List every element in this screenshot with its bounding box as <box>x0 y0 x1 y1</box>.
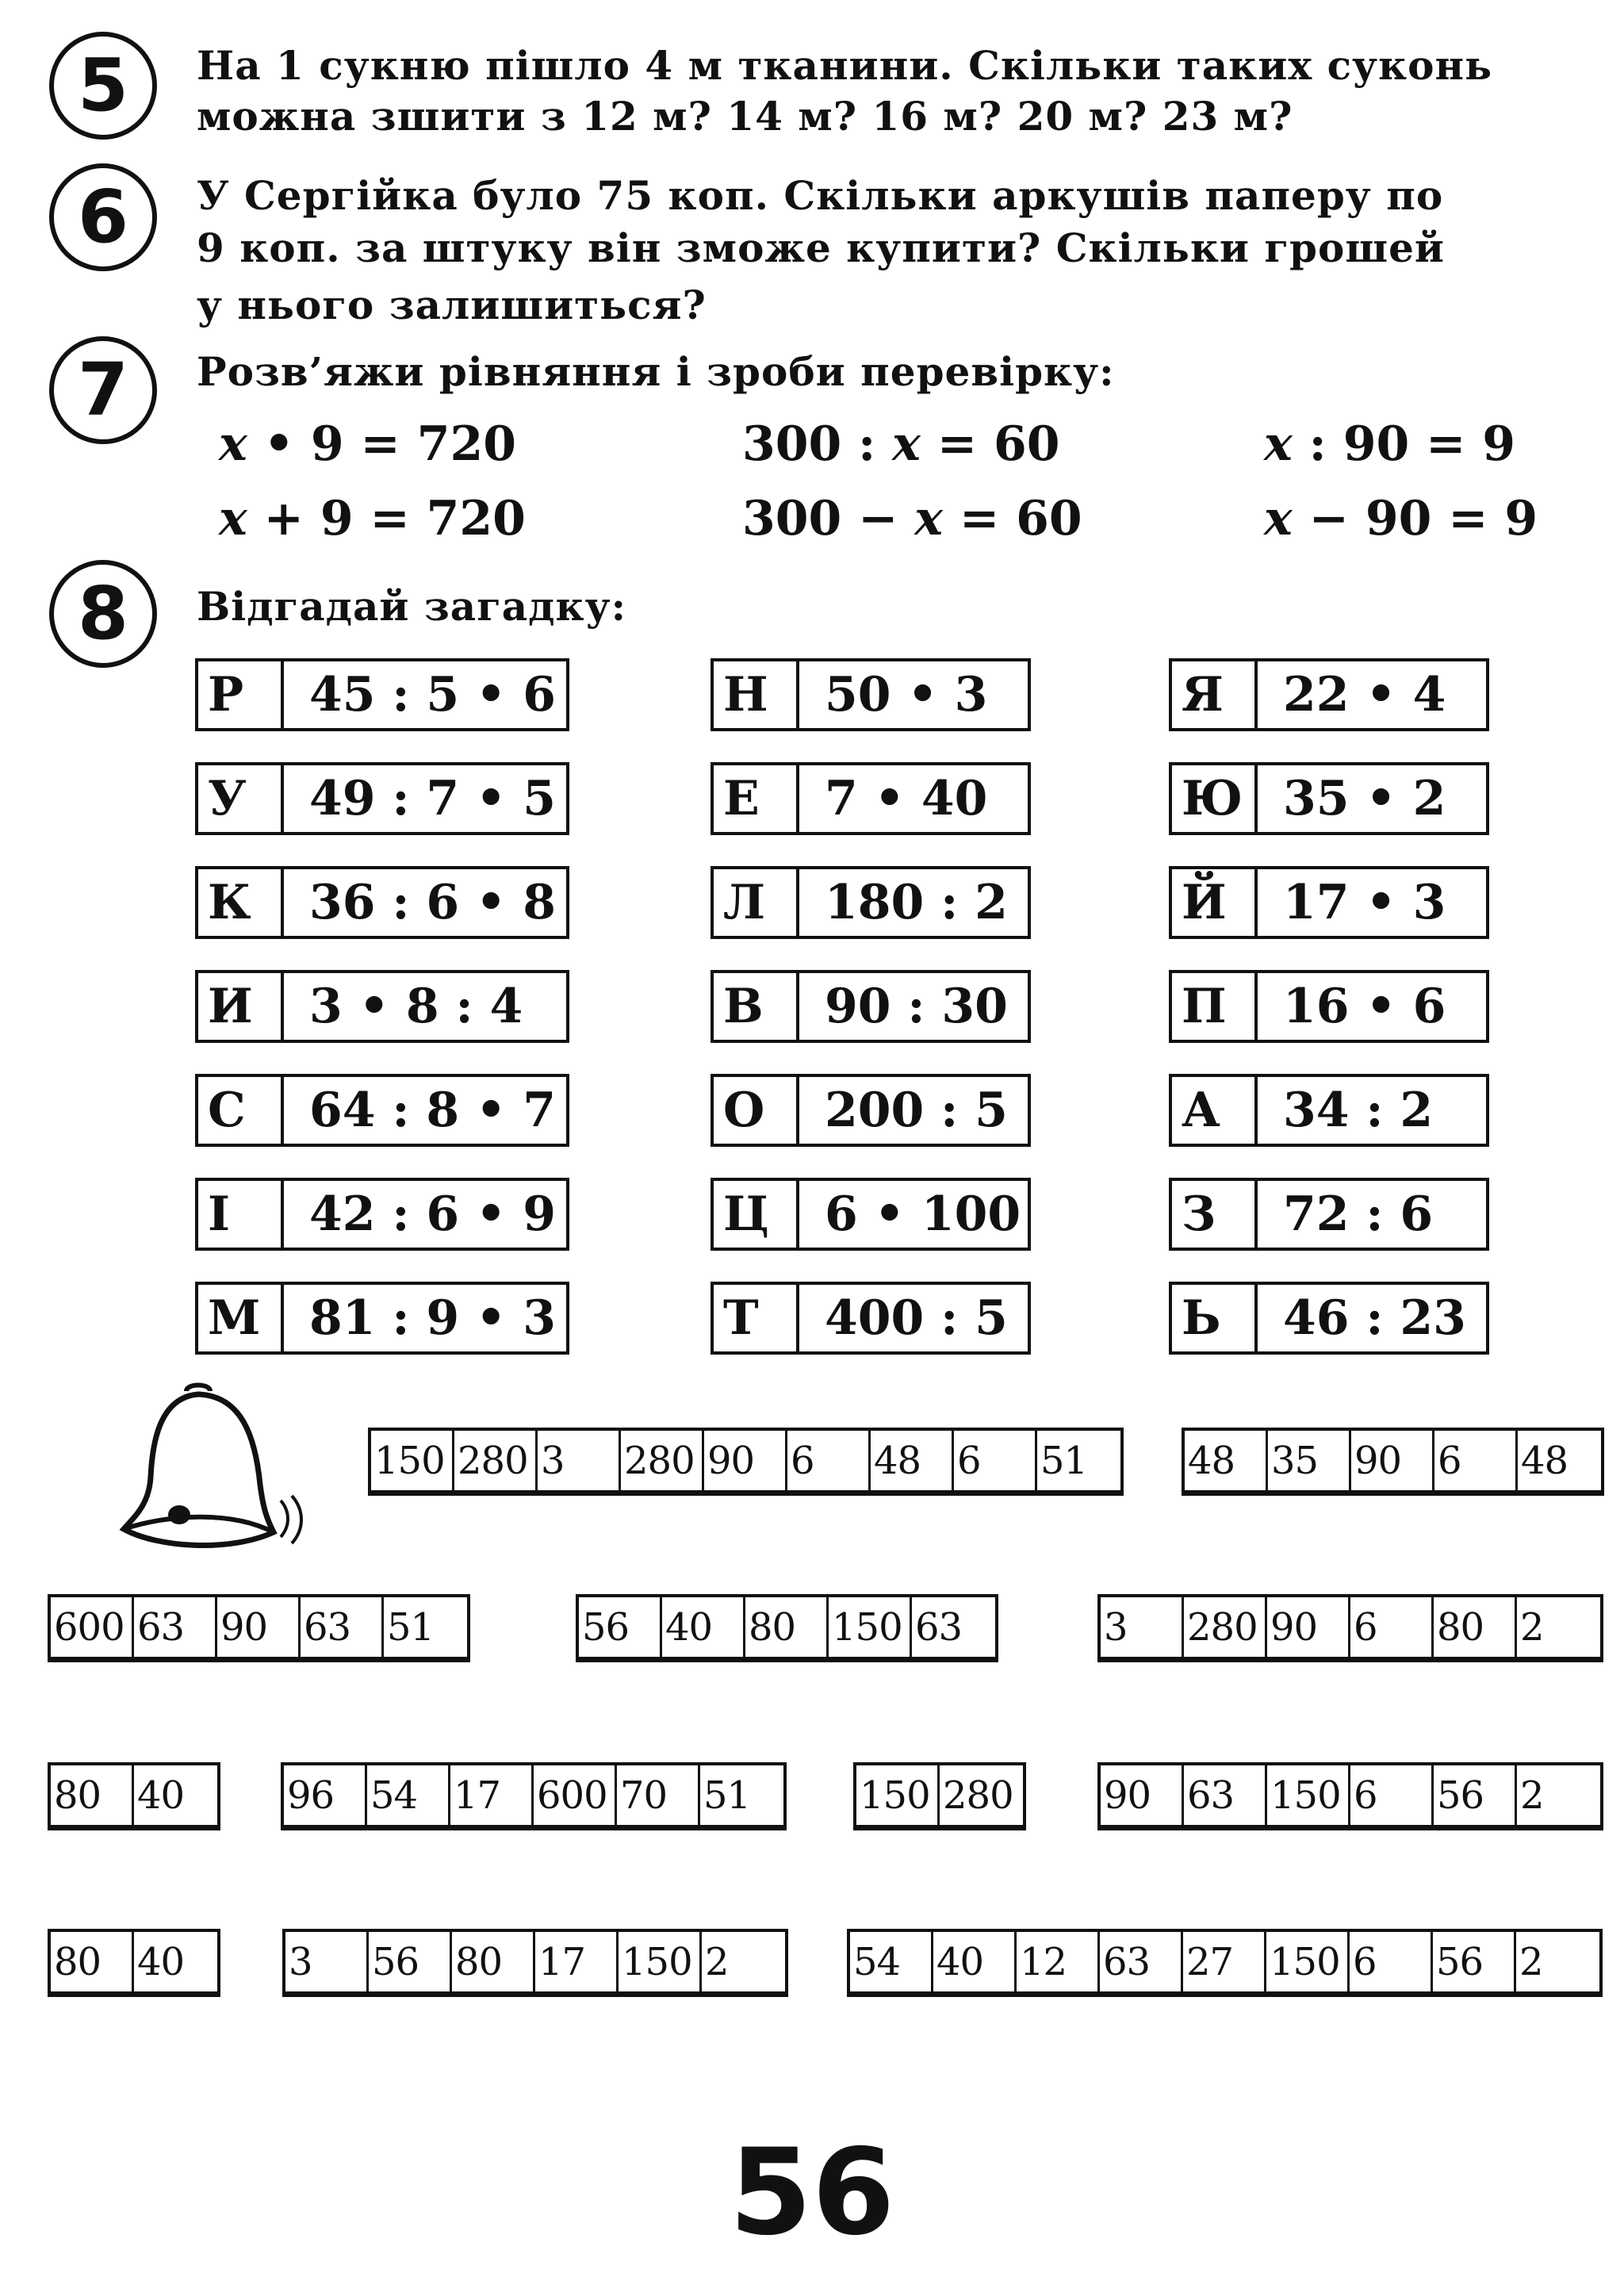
grid-number: 600 <box>534 1765 615 1827</box>
card-letter: С <box>198 1077 284 1144</box>
grid-number: 2 <box>1517 1765 1600 1827</box>
answer-grid-2 <box>1182 1428 1604 1496</box>
task-7-number: 7 <box>49 336 157 444</box>
grid-number: 56 <box>579 1597 660 1659</box>
equation-5: 300 − x = 60 <box>742 491 1082 546</box>
letter-card <box>195 866 569 939</box>
letter-card <box>195 1282 569 1355</box>
grid-number: 63 <box>134 1597 215 1659</box>
card-expression: 22 • 4 <box>1283 667 1446 723</box>
grid-number: 280 <box>621 1431 702 1493</box>
grid-number: 90 <box>1267 1597 1348 1659</box>
card-letter: Ь <box>1172 1285 1258 1351</box>
grid-number: 2 <box>702 1932 785 1994</box>
card-letter: У <box>198 765 284 832</box>
card-expression: 400 : 5 <box>825 1290 1008 1346</box>
card-expression: 42 : 6 • 9 <box>309 1186 557 1242</box>
grid-number: 80 <box>51 1765 132 1827</box>
grid-number: 90 <box>704 1431 785 1493</box>
answer-grid-6 <box>48 1762 220 1830</box>
letter-card <box>710 1074 1031 1147</box>
letter-card <box>1169 762 1489 835</box>
task-8-number: 8 <box>49 560 157 668</box>
page-number: 56 <box>729 2124 895 2262</box>
letter-card <box>195 970 569 1043</box>
letter-card <box>195 658 569 731</box>
grid-number: 80 <box>1434 1597 1515 1659</box>
grid-number: 48 <box>1185 1431 1266 1493</box>
grid-number: 80 <box>452 1932 533 1994</box>
grid-number: 150 <box>371 1431 452 1493</box>
grid-number: 56 <box>1433 1932 1514 1994</box>
grid-number: 150 <box>856 1765 937 1827</box>
card-letter: Й <box>1172 869 1258 936</box>
card-letter: Р <box>198 661 284 728</box>
grid-number: 6 <box>1434 1431 1515 1493</box>
grid-number: 48 <box>1518 1431 1601 1493</box>
grid-number: 150 <box>1267 1765 1348 1827</box>
task-5-line-2: можна зшити з 12 м? 14 м? 16 м? 20 м? 23 м? <box>197 93 1293 140</box>
grid-number: 54 <box>850 1932 931 1994</box>
grid-number: 63 <box>1184 1765 1265 1827</box>
card-expression: 45 : 5 • 6 <box>309 667 557 723</box>
grid-number: 150 <box>1266 1932 1347 1994</box>
letter-card <box>710 762 1031 835</box>
grid-number: 63 <box>1100 1932 1181 1994</box>
grid-number: 2 <box>1517 1597 1600 1659</box>
letter-card <box>1169 970 1489 1043</box>
grid-number: 6 <box>954 1431 1035 1493</box>
letter-card <box>710 970 1031 1043</box>
grid-number: 17 <box>535 1932 616 1994</box>
task-6-number: 6 <box>49 163 157 271</box>
grid-number: 90 <box>1351 1431 1432 1493</box>
grid-number: 90 <box>217 1597 298 1659</box>
card-expression: 49 : 7 • 5 <box>309 771 557 826</box>
card-letter: Ю <box>1172 765 1258 832</box>
card-expression: 46 : 23 <box>1283 1290 1466 1346</box>
task-8-prompt: Відгадай загадку: <box>197 583 627 630</box>
grid-number: 6 <box>1350 1765 1431 1827</box>
answer-grid-5 <box>1097 1594 1603 1662</box>
letter-card <box>1169 1074 1489 1147</box>
card-expression: 64 : 8 • 7 <box>309 1083 557 1138</box>
card-expression: 200 : 5 <box>825 1083 1008 1138</box>
equation-6: x − 90 = 9 <box>1264 491 1538 546</box>
task-7-prompt: Розв’яжи рівняння і зроби перевірку: <box>197 348 1115 395</box>
answer-grid-9 <box>1097 1762 1603 1830</box>
equation-4: x + 9 = 720 <box>219 491 526 546</box>
grid-number: 63 <box>912 1597 995 1659</box>
grid-number: 48 <box>871 1431 952 1493</box>
letter-card <box>195 762 569 835</box>
answer-grid-8 <box>853 1762 1026 1830</box>
answer-grid-10 <box>48 1929 220 1997</box>
grid-number: 35 <box>1268 1431 1349 1493</box>
card-expression: 34 : 2 <box>1283 1083 1434 1138</box>
grid-number: 80 <box>745 1597 826 1659</box>
grid-number: 51 <box>384 1597 467 1659</box>
grid-number: 6 <box>1350 1932 1431 1994</box>
card-letter: М <box>198 1285 284 1351</box>
equation-2: 300 : x = 60 <box>742 416 1060 472</box>
answer-grid-11 <box>282 1929 788 1997</box>
task-6-line-3: у нього залишиться? <box>197 282 707 328</box>
grid-number: 40 <box>933 1932 1014 1994</box>
equation-3: x : 90 = 9 <box>1264 416 1516 472</box>
letter-card <box>1169 1282 1489 1355</box>
grid-number: 56 <box>1434 1765 1515 1827</box>
bell-icon <box>111 1382 317 1556</box>
grid-number: 2 <box>1516 1932 1599 1994</box>
grid-number: 3 <box>538 1431 619 1493</box>
card-expression: 180 : 2 <box>825 875 1008 930</box>
card-letter: Е <box>714 765 799 832</box>
task-5-number: 5 <box>49 32 157 140</box>
card-expression: 3 • 8 : 4 <box>309 979 523 1034</box>
card-expression: 36 : 6 • 8 <box>309 875 557 930</box>
grid-number: 12 <box>1017 1932 1097 1994</box>
card-letter: К <box>198 869 284 936</box>
card-letter: Л <box>714 869 799 936</box>
grid-number: 6 <box>1350 1597 1431 1659</box>
grid-number: 63 <box>301 1597 381 1659</box>
answer-grid-4 <box>576 1594 998 1662</box>
task-5-line-1: На 1 сукню пішло 4 м тканини. Скільки таких суконь <box>197 42 1493 89</box>
grid-number: 150 <box>829 1597 910 1659</box>
answer-grid-12 <box>847 1929 1603 1997</box>
letter-card <box>1169 866 1489 939</box>
grid-number: 17 <box>450 1765 531 1827</box>
equation-1: x • 9 = 720 <box>219 416 516 472</box>
grid-number: 51 <box>1037 1431 1120 1493</box>
grid-number: 40 <box>662 1597 743 1659</box>
card-expression: 7 • 40 <box>825 771 988 826</box>
answer-grid-3 <box>48 1594 470 1662</box>
grid-number: 280 <box>454 1431 535 1493</box>
letter-card <box>195 1074 569 1147</box>
card-expression: 50 • 3 <box>825 667 988 723</box>
grid-number: 150 <box>619 1932 699 1994</box>
grid-number: 70 <box>617 1765 698 1827</box>
card-expression: 81 : 9 • 3 <box>309 1290 557 1346</box>
letter-card <box>195 1178 569 1251</box>
card-letter: О <box>714 1077 799 1144</box>
card-letter: Т <box>714 1285 799 1351</box>
card-letter: В <box>714 973 799 1040</box>
task-6-line-2: 9 коп. за штуку він зможе купити? Скільки грошей <box>197 224 1446 271</box>
letter-card <box>1169 1178 1489 1251</box>
grid-number: 3 <box>1101 1597 1182 1659</box>
card-expression: 72 : 6 <box>1283 1186 1434 1242</box>
grid-number: 600 <box>51 1597 132 1659</box>
task-6-line-1: У Сергійка було 75 коп. Скільки аркушів паперу по <box>197 172 1444 219</box>
letter-card <box>710 866 1031 939</box>
card-letter: І <box>198 1181 284 1248</box>
answer-grid-1 <box>368 1428 1124 1496</box>
card-letter: Н <box>714 661 799 728</box>
grid-number: 280 <box>1184 1597 1265 1659</box>
card-expression: 90 : 30 <box>825 979 1008 1034</box>
letter-card <box>710 1178 1031 1251</box>
card-expression: 17 • 3 <box>1283 875 1446 930</box>
card-letter: И <box>198 973 284 1040</box>
card-letter: П <box>1172 973 1258 1040</box>
grid-number: 6 <box>787 1431 868 1493</box>
card-letter: З <box>1172 1181 1258 1248</box>
card-expression: 6 • 100 <box>825 1186 1021 1242</box>
grid-number: 27 <box>1183 1932 1264 1994</box>
grid-number: 80 <box>51 1932 132 1994</box>
letter-card <box>710 1282 1031 1355</box>
grid-number: 51 <box>700 1765 783 1827</box>
grid-number: 54 <box>367 1765 448 1827</box>
grid-number: 96 <box>284 1765 365 1827</box>
grid-number: 280 <box>940 1765 1023 1827</box>
grid-number: 56 <box>369 1932 450 1994</box>
card-letter: Ц <box>714 1181 799 1248</box>
answer-grid-7 <box>281 1762 787 1830</box>
card-expression: 16 • 6 <box>1283 979 1446 1034</box>
grid-number: 3 <box>285 1932 366 1994</box>
letter-card <box>710 658 1031 731</box>
card-letter: А <box>1172 1077 1258 1144</box>
grid-number: 40 <box>134 1932 217 1994</box>
card-expression: 35 • 2 <box>1283 771 1446 826</box>
grid-number: 90 <box>1101 1765 1182 1827</box>
grid-number: 40 <box>134 1765 217 1827</box>
letter-card <box>1169 658 1489 731</box>
card-letter: Я <box>1172 661 1258 728</box>
